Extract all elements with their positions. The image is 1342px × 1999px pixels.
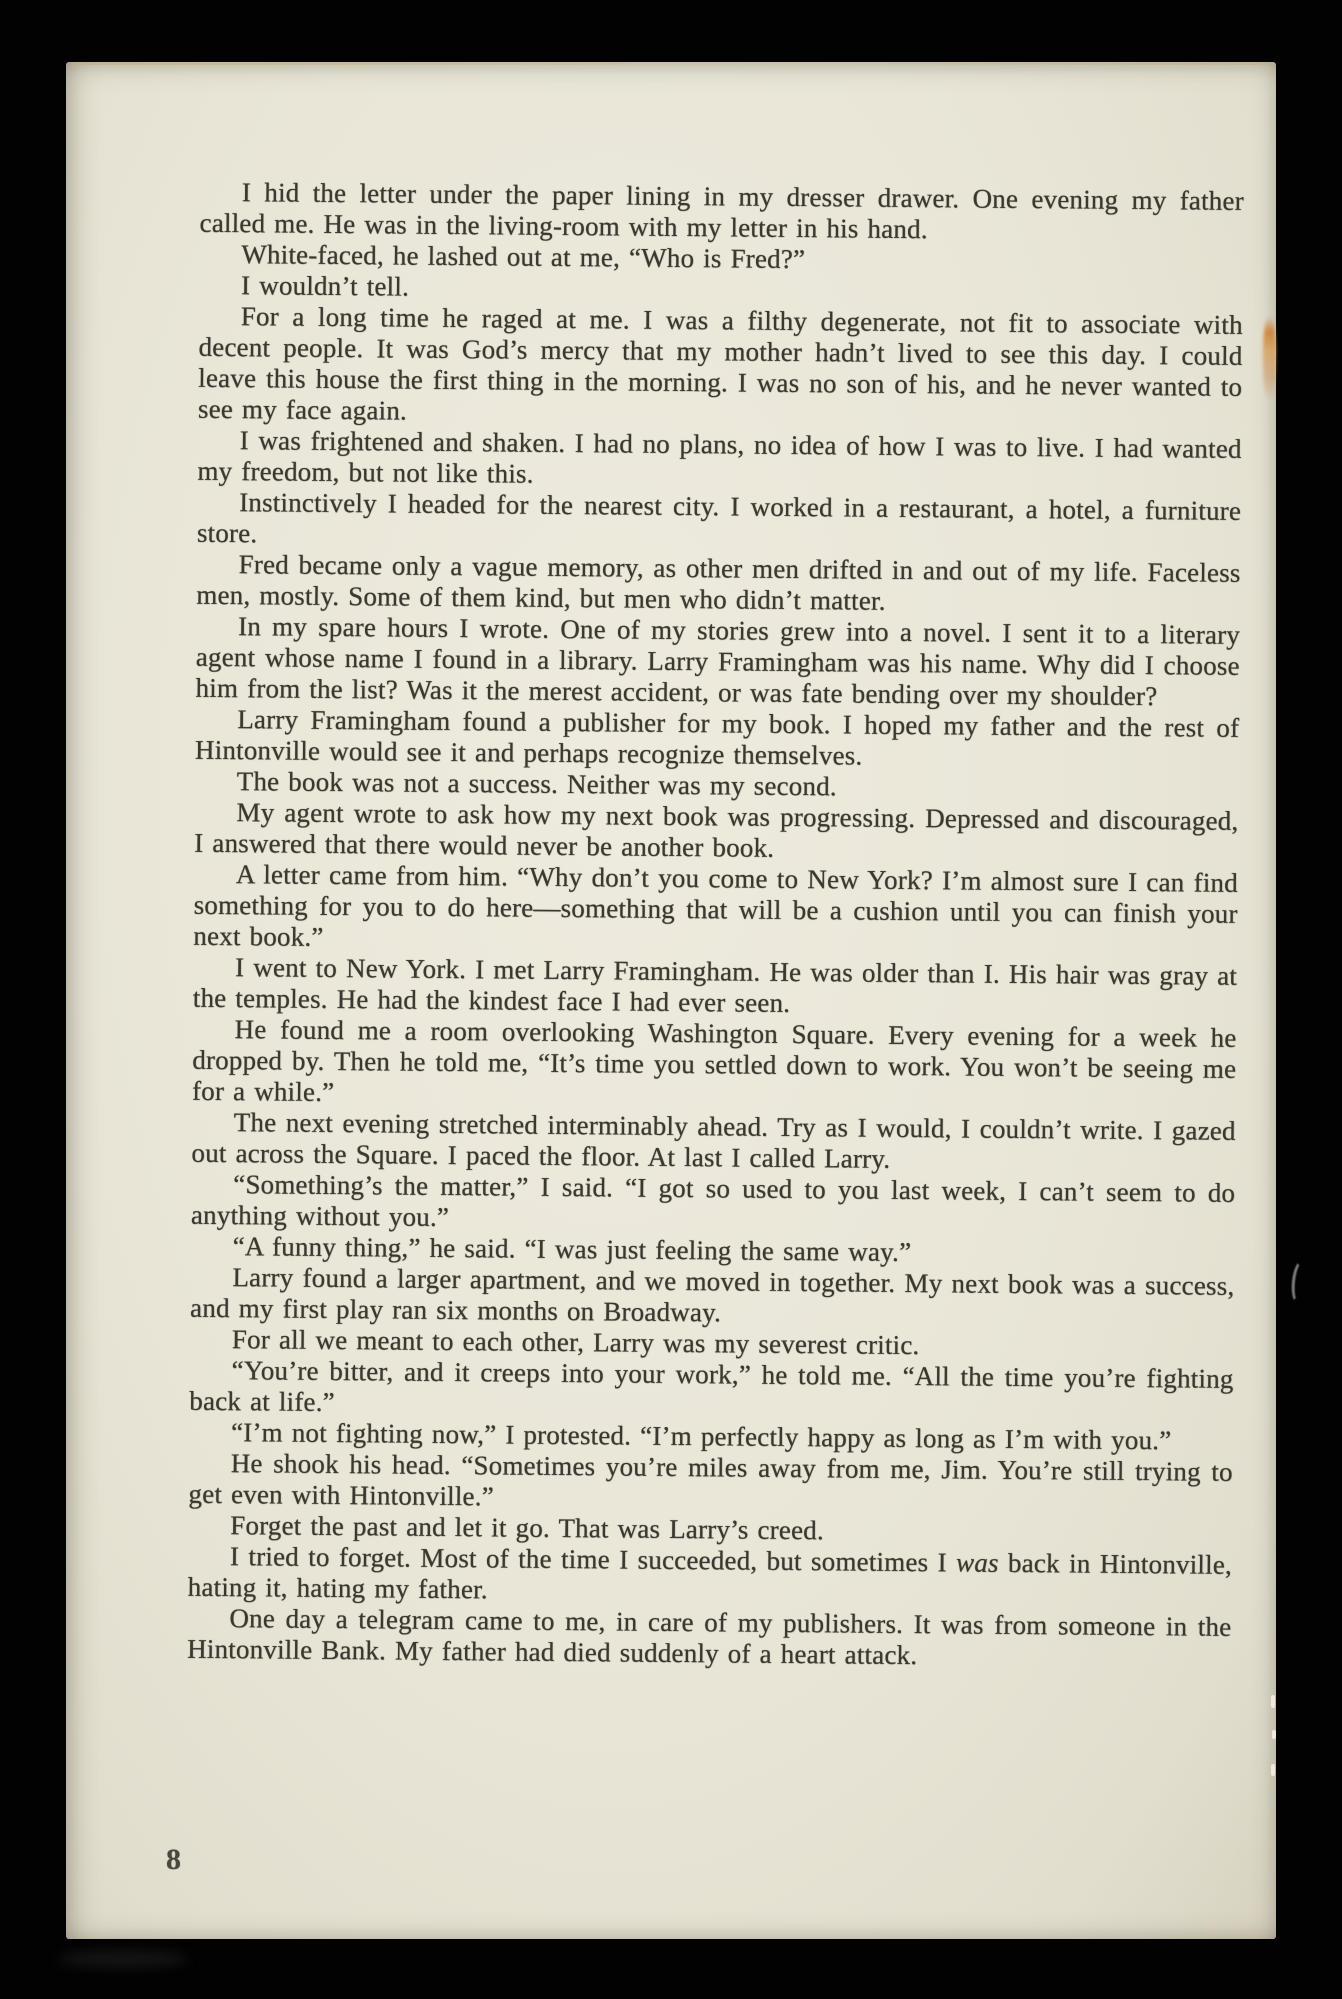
body-text: The next evening stretched interminably ahead. Try as I would, I couldn’t write. I gazed out across the Square. I paced the floor. At last I called Larry. bbox=[191, 1107, 1236, 1174]
body-text: I was frightened and shaken. I had no plans, no idea of how I was to live. I had wanted my freedom, but not like this. bbox=[197, 425, 1242, 489]
body-text: “You’re bitter, and it creeps into your work,” he told me. “All the time you’re fighting back at life.” bbox=[189, 1355, 1234, 1418]
body-text: I hid the letter under the paper lining in my dresser drawer. One evening my father called me. He was in the living-room with my letter in his hand. bbox=[199, 177, 1244, 245]
body-text: Instinctively I headed for the nearest city. I worked in a restaurant, a hotel, a furniture store. bbox=[196, 487, 1242, 549]
body-text: “Something’s the matter,” I said. “I got so used to you last week, I can’t seem to do anything without you.” bbox=[190, 1169, 1236, 1232]
body-text: Larry found a larger apartment, and we moved in together. My next book was a success, and my first play ran six months on Broadway. bbox=[190, 1262, 1235, 1328]
body-text: “A funny thing,” he said. “I was just feeling the same way.” bbox=[232, 1231, 912, 1268]
body-text: He found me a room overlooking Washington Square. Every evening for a week he dropped by. Then he told me, “It’s time you settled down to work. You won’t be seeing me for a while.” bbox=[191, 1014, 1237, 1107]
body-text: My agent wrote to ask how my next book was progressing. Depressed and discouraged, I answered that there would never be another book. bbox=[194, 797, 1239, 863]
scanner-smudge bbox=[58, 1950, 188, 1968]
body-text: I went to New York. I met Larry Framingham. He was older than I. His hair was gray at the temples. He had the kindest face I had ever seen. bbox=[192, 952, 1238, 1018]
paragraph bbox=[196, 549, 1241, 620]
page-edge-glint bbox=[1272, 1730, 1276, 1739]
rust-stain bbox=[1263, 316, 1276, 402]
paragraph bbox=[197, 487, 1242, 558]
body-text: Forget the past and let it go. That was Larry’s creed. bbox=[230, 1510, 825, 1546]
body-text: For a long time he raged at me. I was a filthy degenerate, not fit to associate with decent people. It was God’s mercy that my mother hadn’t lived to see this day. I could leave this house the first thing in the morning. I was no son of his, and he never wanted to see my face again. bbox=[197, 301, 1243, 426]
body-text: In my spare hours I wrote. One of my stories grew into a novel. I sent it to a literary agent whose name I found in a library. Larry Framingham was his name. Why did I choose him from the list? Was it the merest accident, or was fate bending over my shoulder? bbox=[195, 611, 1241, 712]
paragraph bbox=[199, 177, 1244, 248]
paper-page bbox=[66, 62, 1276, 1939]
paragraph bbox=[191, 1107, 1236, 1178]
paragraph bbox=[187, 1603, 1232, 1674]
italic-text: was bbox=[955, 1547, 999, 1578]
body-text: One day a telegram came to me, in care of my publishers. It was from someone in the Hintonville Bank. My father had died suddenly of a heart attack. bbox=[187, 1603, 1232, 1671]
body-text: I tried to forget. Most of the time I succeeded, but sometimes I bbox=[229, 1541, 957, 1578]
body-text: A letter came from him. “Why don’t you come to New York? I’m almost sure I can find something for you to do here—something that will be a cushion until you can finish your next book.” bbox=[193, 859, 1239, 952]
paragraph bbox=[190, 1262, 1235, 1333]
paragraph bbox=[189, 1355, 1234, 1426]
body-text: For all we meant to each other, Larry was my severest critic. bbox=[231, 1324, 920, 1361]
paragraph bbox=[195, 611, 1240, 713]
paragraph bbox=[198, 301, 1243, 434]
paragraph bbox=[188, 1541, 1233, 1612]
page-number: 8 bbox=[166, 1843, 182, 1876]
scanner-margin-mark bbox=[1290, 1259, 1311, 1304]
paragraph bbox=[188, 1448, 1233, 1519]
body-text: He shook his head. “Sometimes you’re miles away from me, Jim. You’re still trying to get even with Hintonville.” bbox=[188, 1448, 1233, 1512]
paragraph bbox=[192, 1014, 1237, 1116]
paragraph bbox=[194, 797, 1239, 868]
body-text: I wouldn’t tell. bbox=[240, 270, 410, 302]
body-text: Larry Framingham found a publisher for my book. I hoped my father and the rest of Hintonville would see it and perhaps recognize themselves. bbox=[194, 704, 1240, 771]
body-text: Fred became only a vague memory, as other men drifted in and out of my life. Faceless men, mostly. Some of them kind, but men who didn’t matter. bbox=[196, 549, 1241, 616]
text-column bbox=[187, 177, 1244, 1674]
paragraph bbox=[193, 952, 1238, 1023]
paragraph bbox=[195, 704, 1240, 775]
body-text: White-faced, he lashed out at me, “Who is Fred?” bbox=[241, 239, 806, 275]
body-text: The book was not a success. Neither was my second. bbox=[236, 766, 837, 802]
paragraph bbox=[197, 425, 1242, 496]
body-text: back in Hintonville, hating it, hating my father. bbox=[187, 1547, 1233, 1605]
page-edge-glint bbox=[1271, 1764, 1275, 1776]
body-text: “I’m not fighting now,” I protested. “I’m perfectly happy as long as I’m with you.” bbox=[230, 1417, 1172, 1456]
paragraph bbox=[193, 859, 1238, 961]
page-edge-glint bbox=[1271, 1695, 1275, 1708]
paragraph bbox=[191, 1169, 1236, 1240]
